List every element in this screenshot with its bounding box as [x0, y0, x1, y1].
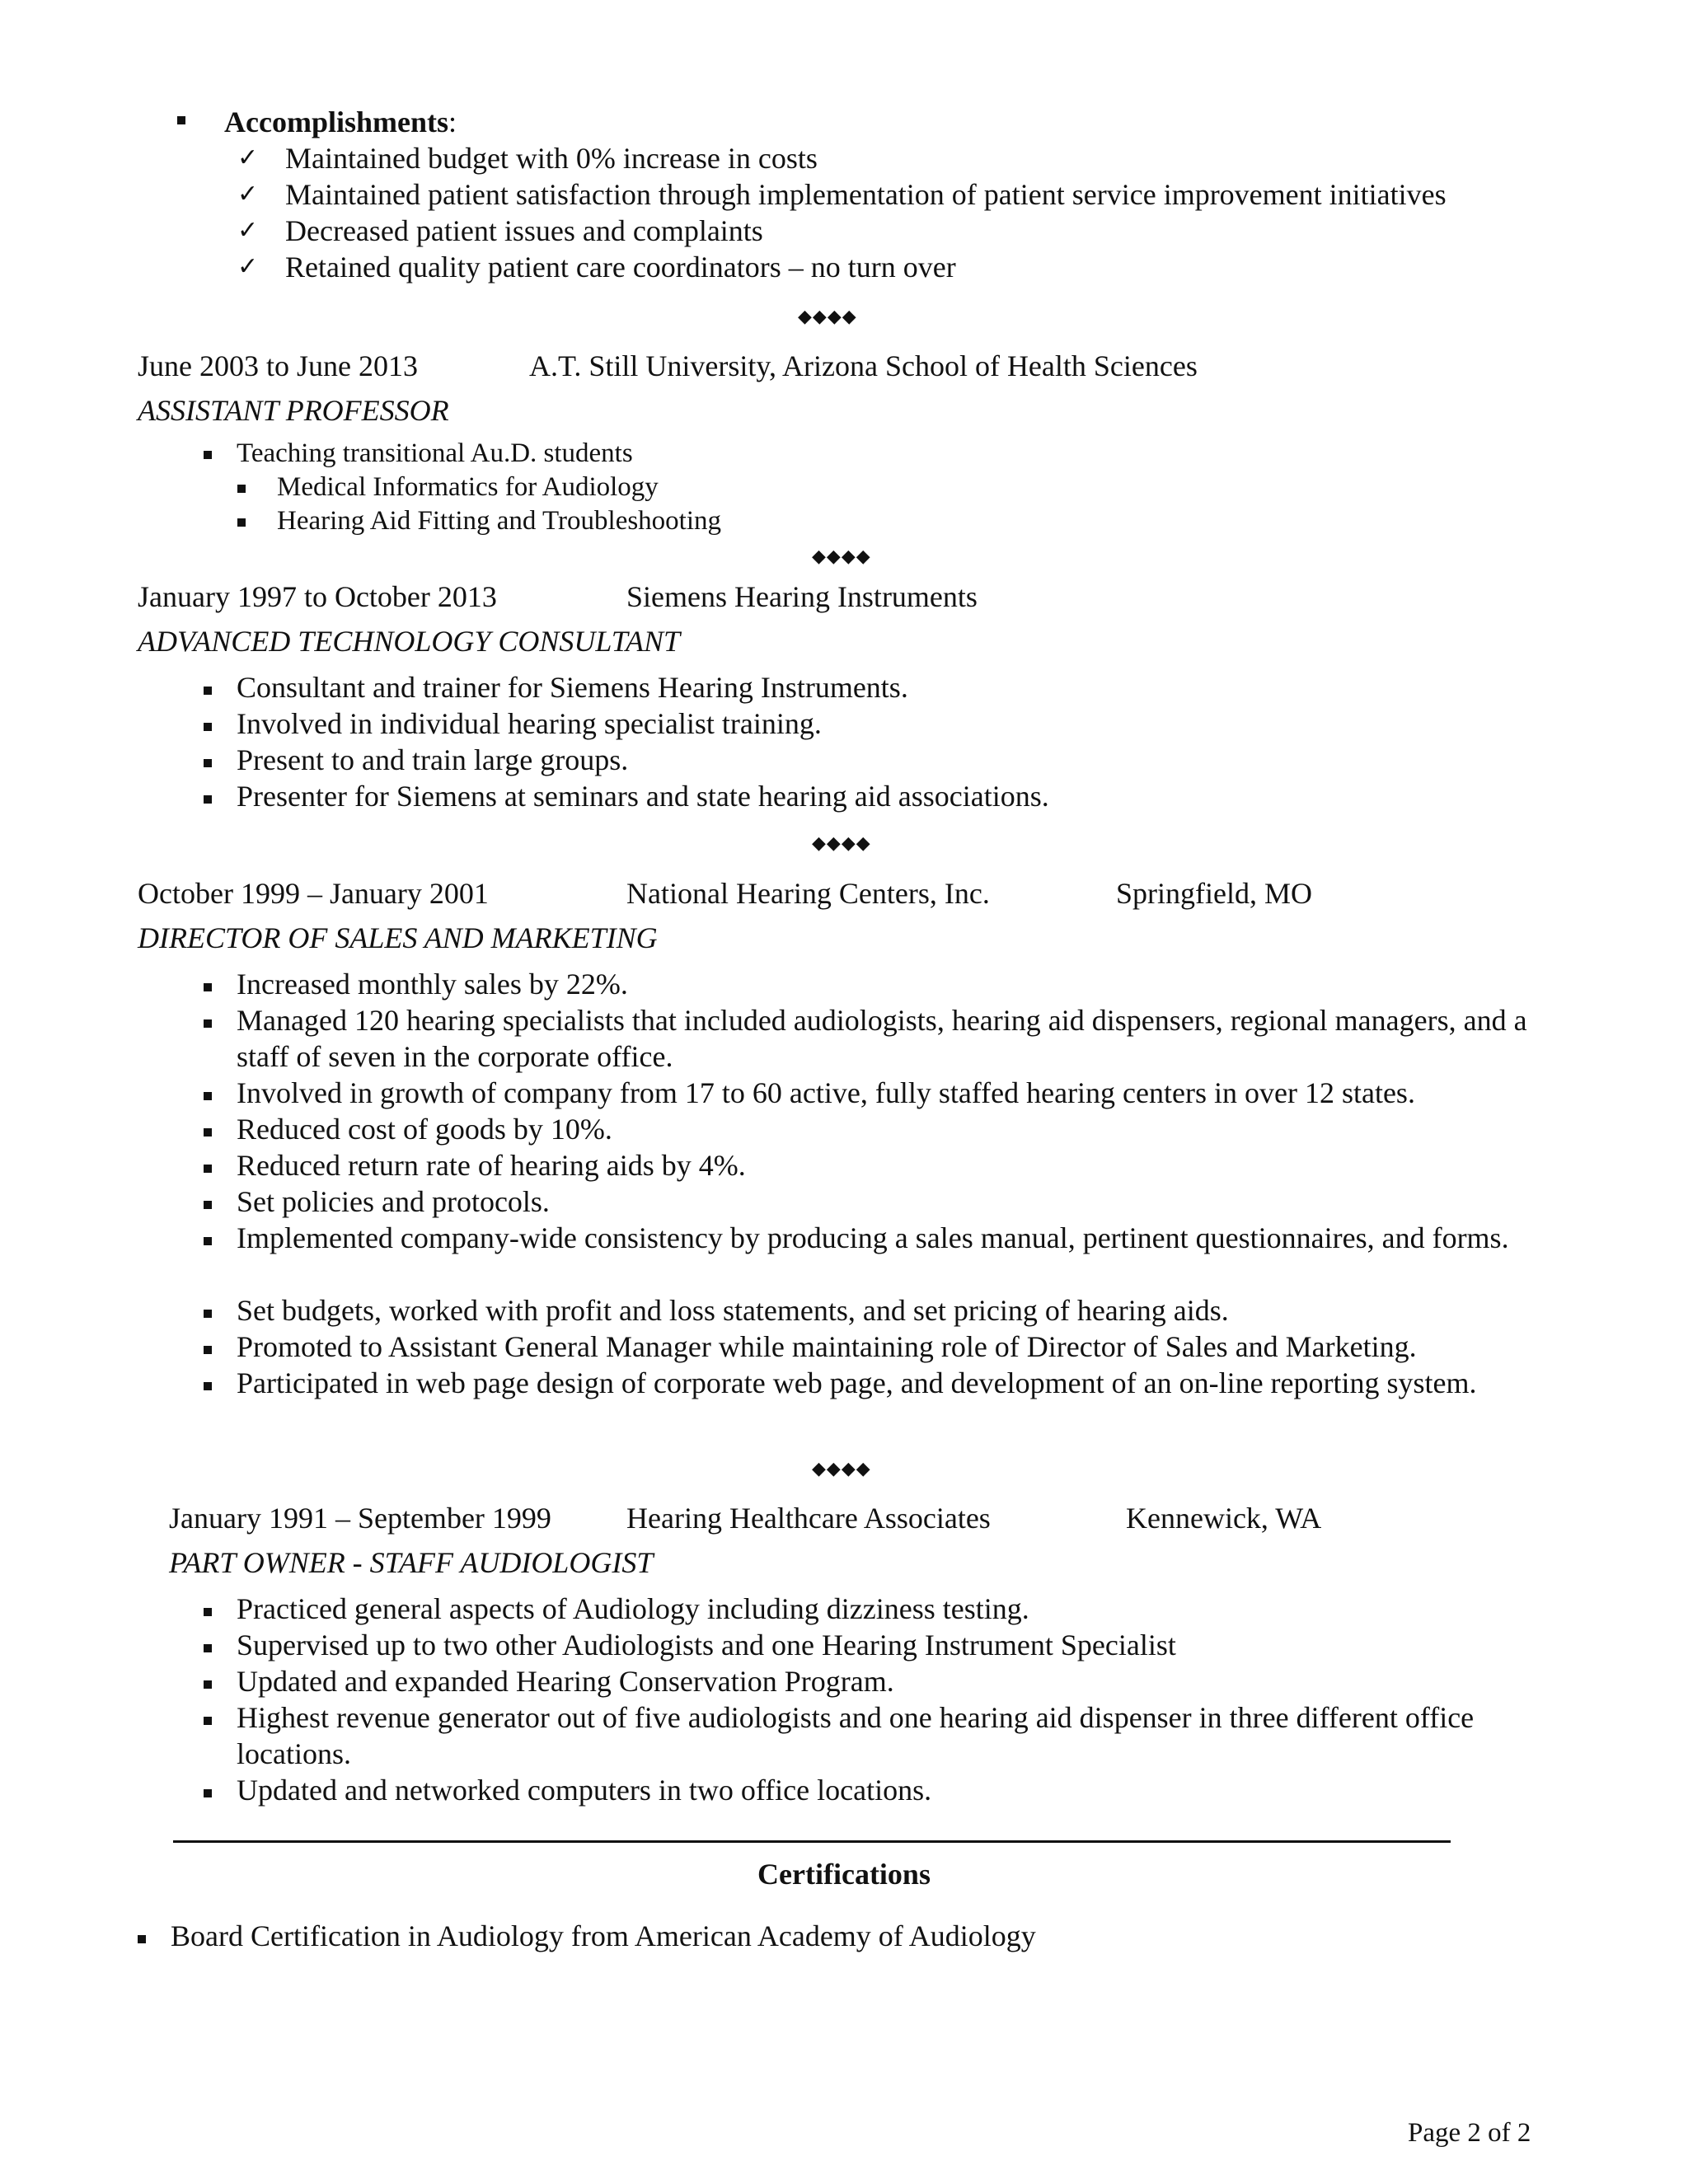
check-icon: ✓ — [237, 143, 259, 172]
job-bullet-text: Highest revenue generator out of five audiologists and one hearing aid dispenser in three different office locations. — [237, 1701, 1475, 1770]
job-bullet — [204, 1789, 212, 1797]
section-separator: ◆◆◆◆ — [812, 546, 871, 567]
check-icon: ✓ — [237, 180, 259, 209]
certifications-heading: Certifications — [757, 1858, 931, 1891]
job-bullet — [204, 1382, 212, 1390]
job-bullet — [204, 723, 212, 731]
job-bullet-text: Involved in growth of company from 17 to 60 active, fully staffed hearing centers in over 12 states. — [237, 1076, 1415, 1109]
job-bullet — [204, 1165, 212, 1173]
job-bullet-text: Consultant and trainer for Siemens Hearing Instruments. — [237, 671, 908, 704]
job-bullet-text: Involved in individual hearing specialist training. — [237, 707, 822, 740]
job-dates: June 2003 to June 2013 — [138, 349, 418, 382]
job-location: Springfield, MO — [1116, 877, 1312, 910]
job-bullet-text: Promoted to Assistant General Manager while maintaining role of Director of Sales and Marketing. — [237, 1330, 1417, 1363]
job-bullet — [204, 1201, 212, 1209]
job-bullet-text: Set budgets, worked with profit and loss statements, and set pricing of hearing aids. — [237, 1294, 1229, 1327]
page-number: Page 2 of 2 — [1408, 2118, 1531, 2148]
job-bullet-text: Updated and expanded Hearing Conservation Program. — [237, 1665, 894, 1698]
job-title: ASSISTANT PROFESSOR — [138, 394, 449, 427]
job-employer: National Hearing Centers, Inc. — [626, 877, 990, 910]
job-title: PART OWNER - STAFF AUDIOLOGIST — [169, 1546, 654, 1579]
job-bullet-text: Participated in web page design of corporate web page, and development of an on-line reporting system. — [237, 1366, 1477, 1399]
job-bullet-text: Set policies and protocols. — [237, 1185, 550, 1218]
check-icon: ✓ — [237, 216, 259, 245]
accomplishments-heading — [224, 104, 457, 140]
job-employer: Hearing Healthcare Associates — [626, 1502, 991, 1535]
job-bullet — [204, 759, 212, 767]
job-bullet — [204, 983, 212, 991]
certification-item: Board Certification in Audiology from American Academy of Audiology — [171, 1919, 1036, 1952]
accomplishments-colon: : — [448, 105, 457, 138]
job-dates: October 1999 – January 2001 — [138, 877, 489, 910]
job-bullet — [204, 795, 212, 804]
job-bullet-text: Teaching transitional Au.D. students — [237, 438, 633, 468]
sub-bullet — [237, 485, 246, 493]
section-divider — [173, 1840, 1451, 1843]
sub-bullet — [237, 518, 246, 527]
sub-bullet-text: Hearing Aid Fitting and Troubleshooting — [277, 506, 722, 536]
job-bullet-text: Practiced general aspects of Audiology including dizziness testing. — [237, 1592, 1029, 1625]
job-bullet — [204, 1128, 212, 1137]
job-bullet — [204, 1019, 212, 1028]
section-separator: ◆◆◆◆ — [812, 1459, 871, 1479]
job-employer: A.T. Still University, Arizona School of Health Sciences — [529, 349, 1198, 382]
check-icon: ✓ — [237, 252, 259, 281]
job-bullet-text: Increased monthly sales by 22%. — [237, 968, 628, 1001]
certification-bullet — [138, 1935, 146, 1943]
job-bullet — [204, 687, 212, 695]
job-bullet — [204, 1092, 212, 1100]
section-separator: ◆◆◆◆ — [812, 833, 871, 854]
sub-bullet-text: Medical Informatics for Audiology — [277, 472, 659, 502]
accomplishments-bullet — [177, 116, 185, 124]
job-title: DIRECTOR OF SALES AND MARKETING — [138, 921, 658, 954]
accomplishment-item: Retained quality patient care coordinators – no turn over — [285, 251, 956, 284]
accomplishments-label: Accomplishments — [224, 105, 448, 138]
section-separator: ◆◆◆◆ — [798, 307, 857, 327]
job-dates: January 1991 – September 1999 — [169, 1502, 551, 1535]
accomplishment-item: Maintained budget with 0% increase in costs — [285, 142, 818, 175]
accomplishment-item: Decreased patient issues and complaints — [285, 214, 763, 247]
job-bullet — [204, 1310, 212, 1318]
job-bullet-text: Implemented company-wide consistency by producing a sales manual, pertinent questionnaires, and forms. — [237, 1221, 1509, 1254]
job-location: Kennewick, WA — [1126, 1502, 1322, 1535]
job-employer: Siemens Hearing Instruments — [626, 580, 978, 613]
job-bullet — [204, 1717, 212, 1725]
job-bullet — [204, 1346, 212, 1354]
job-bullet-text: Present to and train large groups. — [237, 743, 629, 776]
job-title: ADVANCED TECHNOLOGY CONSULTANT — [138, 625, 681, 658]
job-bullet — [204, 1237, 212, 1245]
job-bullet-text: Reduced return rate of hearing aids by 4%. — [237, 1149, 746, 1182]
job-bullet-text: Presenter for Siemens at seminars and state hearing aid associations. — [237, 780, 1049, 813]
job-dates: January 1997 to October 2013 — [138, 580, 497, 613]
job-bullet — [204, 1608, 212, 1616]
accomplishment-item: Maintained patient satisfaction through implementation of patient service improvement initiatives — [285, 178, 1447, 211]
job-bullet — [204, 1644, 212, 1652]
job-bullet-text: Reduced cost of goods by 10%. — [237, 1113, 612, 1146]
job-bullet-text: Updated and networked computers in two office locations. — [237, 1774, 932, 1807]
job-bullet-text: Managed 120 hearing specialists that included audiologists, hearing aid dispensers, regional managers, and a staff of seven in the corporate office. — [237, 1004, 1527, 1073]
job-bullet-text: Supervised up to two other Audiologists and one Hearing Instrument Specialist — [237, 1629, 1176, 1661]
job-bullet — [204, 451, 212, 459]
job-bullet — [204, 1680, 212, 1689]
